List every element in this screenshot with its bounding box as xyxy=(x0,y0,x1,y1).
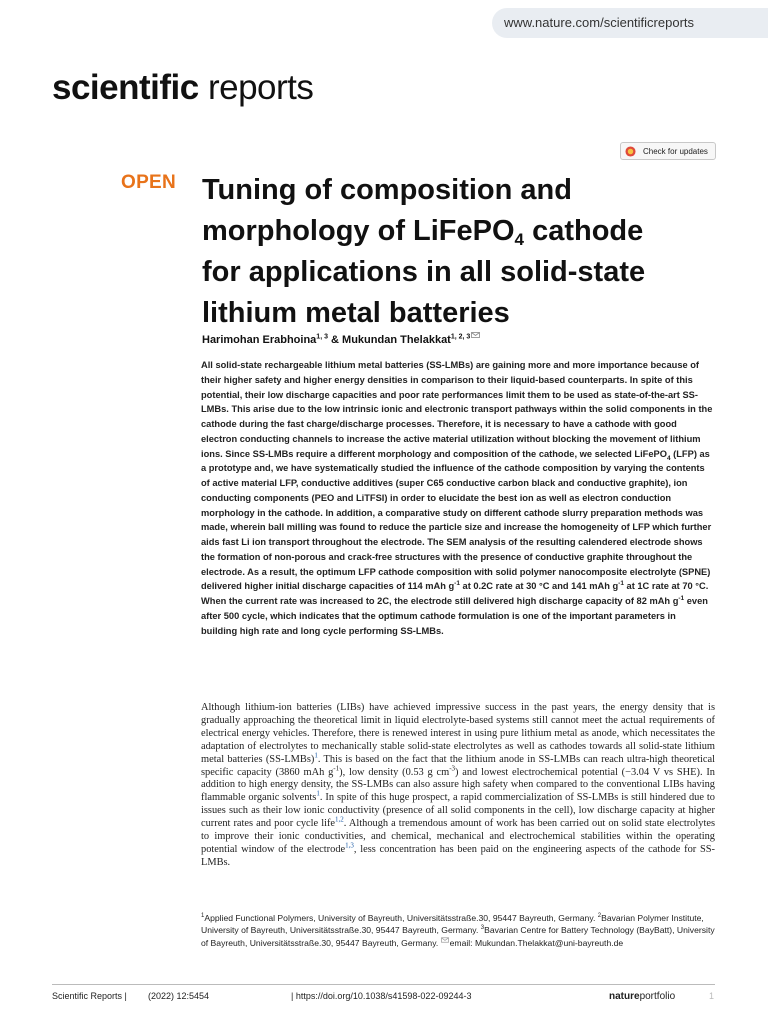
reference-link[interactable]: 1 xyxy=(316,789,320,798)
journal-name-bold: scientific xyxy=(52,68,199,107)
body-text-1: Although lithium-ion batteries (LIBs) have achieved impressive success in the past years, the energy density that is gradually approaching the theoretical limit in liquid electrolyte-based systems still cannot meet the actual requirements of electrical energy vehicles. Therefore, there is renewed interest in using pure lithium metal as anode, which necessitates the adaptation of electrolytes to mechanically stable solid-state electrolytes as well as cathodes towards all solid-state lithium metal batteries (SS-LMBs) xyxy=(201,702,715,765)
body-superscript: -3 xyxy=(449,764,456,773)
affiliation-number: 2 xyxy=(597,913,602,920)
check-for-updates-label: Check for updates xyxy=(643,147,708,156)
reference-link[interactable]: 1 xyxy=(314,751,318,760)
open-access-label: OPEN xyxy=(121,172,177,193)
brand-bold: nature xyxy=(609,991,640,1002)
abstract-superscript-1: -1 xyxy=(454,580,460,588)
affiliations-footnote xyxy=(201,912,715,949)
author2-affiliation: 1, 2, 3 xyxy=(450,333,471,341)
journal-url[interactable]: www.nature.com/scientificreports xyxy=(492,8,768,38)
brand-regular: portfolio xyxy=(639,991,676,1002)
abstract-text-1: All solid-state rechargeable lithium metal batteries (SS-LMBs) are gaining more and more importance because of their higher safety and higher energy densities in comparison to their liquid-based counterparts. In spite of this potential, their low discharge capacities and poor rate performances limit them to be used as state-of-the-art SS-LMBs. This arise due to the low intrinsic ionic and electronic transport pathways within the solid components in the cathode during the fast charge/discharge processes. Therefore, it is necessary to have a cathode with good electron conducting channels to increase the active material utilization without blocking the movement of lithium ions. Since SS-LMBs require a different morphology and composition of the cathode, we selected LiFePO xyxy=(201,360,713,459)
check-updates-icon xyxy=(625,146,636,157)
body-text-7: , less concentration has been paid on the engineering aspects of the cathode for SS-LMBs. xyxy=(201,843,715,868)
affiliation-2: Bavarian Polymer Institute, University of Bayreuth, Universitätsstraße.30, 95447 Bayreuth, Germany. xyxy=(201,913,704,936)
page-number: 1 xyxy=(709,991,715,1001)
affiliation-number: 3 xyxy=(480,925,485,932)
author-list xyxy=(202,332,682,346)
footer-doi-link[interactable]: | https://doi.org/10.1038/s41598-022-09244-3 xyxy=(291,991,472,1001)
reference-link[interactable]: 1,3 xyxy=(345,841,354,850)
nature-portfolio-logo xyxy=(609,991,675,1002)
abstract-superscript-3: -1 xyxy=(678,594,685,602)
footer-journal: Scientific Reports | xyxy=(52,991,127,1001)
body-text-4: ) and lowest electrochemical potential (−3.04 V vs SHE). In addition to high energy density, the SS-LMBs can also assure high safety when compared to the conventional LIBs having flammable organic solvents xyxy=(201,766,715,804)
envelope-icon[interactable] xyxy=(471,332,480,338)
title-part-1: Tuning of composition and morphology of LiFePO xyxy=(202,174,572,247)
journal-logo xyxy=(52,66,313,110)
abstract-text-2: (LFP) as a prototype and, we have systematically studied the influence of the cathode composition by varying the contents of active material LFP, conductive additives (super C65 conductive carbon black and conductive graphite), ion conducting components (PEO and LiTFSI) in order to elucidate the best ion as well as electron conduction morphology in the cathode. In addition, a comparative study on different cathode slurry preparation methods was made, wherein ball milling was found to reduce the particle size and increase the homogeneity of LFP which further aids fast Li ion transport throughout the electrode. The SEM analysis of the resulting calendered electrode shows the formation of non-porous and crack-free structures with the presence of conductive graphite throughout the electrode. As a result, the optimum LFP cathode composition with solid polymer nanocomposite electrolyte (SPNE) delivered higher initial discharge capacities of 114 mAh g xyxy=(201,448,712,592)
abstract-superscript-2: -1 xyxy=(618,580,624,588)
affiliation-1: Applied Functional Polymers, University of Bayreuth, Universitätsstraße.30, 95447 Bayreuth, Germany. xyxy=(204,913,598,923)
abstract-text-3: at 0.2C rate at 30 °C and 141 mAh g xyxy=(459,581,619,592)
body-text-6: . Although a tremendous amount of work has been carried out on solid state electrolytes to improve their ionic conductivities, and chemical, mechanical and electrochemical stabilities within the operating potential window of the electrode xyxy=(201,818,715,855)
check-for-updates-button[interactable] xyxy=(620,142,716,160)
body-text-5: . In spite of this huge prospect, a rapid commercialization of SS-LMBs is still hindered due to issues such as their low ionic conductivity (presence of all solid components in the cell), low discharge capacity at higher current rates and poor cycle life xyxy=(201,792,716,830)
envelope-icon xyxy=(441,937,449,943)
reference-link[interactable]: 1,2 xyxy=(335,815,344,824)
article-title xyxy=(202,170,672,334)
body-text-2: . This is based on the fact that the lithium anode in SS-LMBs can reach ultra-high theoretical specific capacity (3860 mAh g xyxy=(201,753,715,778)
affiliation-3: Bavarian Centre for Battery Technology (BayBatt), University of Bayreuth, Universitätsstraße.30, 95447 Bayreuth, Germany. xyxy=(201,925,715,948)
footer-divider xyxy=(52,984,715,985)
author1-affiliation: 1, 3 xyxy=(316,333,328,341)
abstract-subscript: 4 xyxy=(666,454,671,462)
author-thelakkat[interactable]: Mukundan Thelakkat xyxy=(342,334,451,346)
affiliation-number: 1 xyxy=(201,913,205,920)
footer-volume: (2022) 12:5454 xyxy=(148,991,210,1001)
author-separator: & xyxy=(327,334,343,346)
introduction-paragraph xyxy=(201,702,715,870)
journal-name-regular: reports xyxy=(198,68,314,107)
author-erabhoina[interactable]: Harimohan Erabhoina xyxy=(202,334,317,346)
corresponding-email[interactable]: email: Mukundan.Thelakkat@uni-bayreuth.de xyxy=(449,937,624,948)
abstract-text-4: at 1C rate at 70 °C. When the current rate was increased to 2C, the electrode still delivered high discharge capacity of 82 mAh g xyxy=(201,581,709,606)
abstract-text-5: even after 500 cycle, which indicates that the optimum cathode formulation is one of the important parameters in building high rate and long cycle performing SS-LMBs. xyxy=(201,596,708,636)
body-text-3: ), low density (0.53 g cm xyxy=(339,766,450,778)
title-part-2: cathode for applications in all solid-state lithium metal batteries xyxy=(202,215,646,329)
body-superscript: -1 xyxy=(333,764,340,773)
abstract xyxy=(201,358,713,638)
title-subscript: 4 xyxy=(514,230,525,249)
